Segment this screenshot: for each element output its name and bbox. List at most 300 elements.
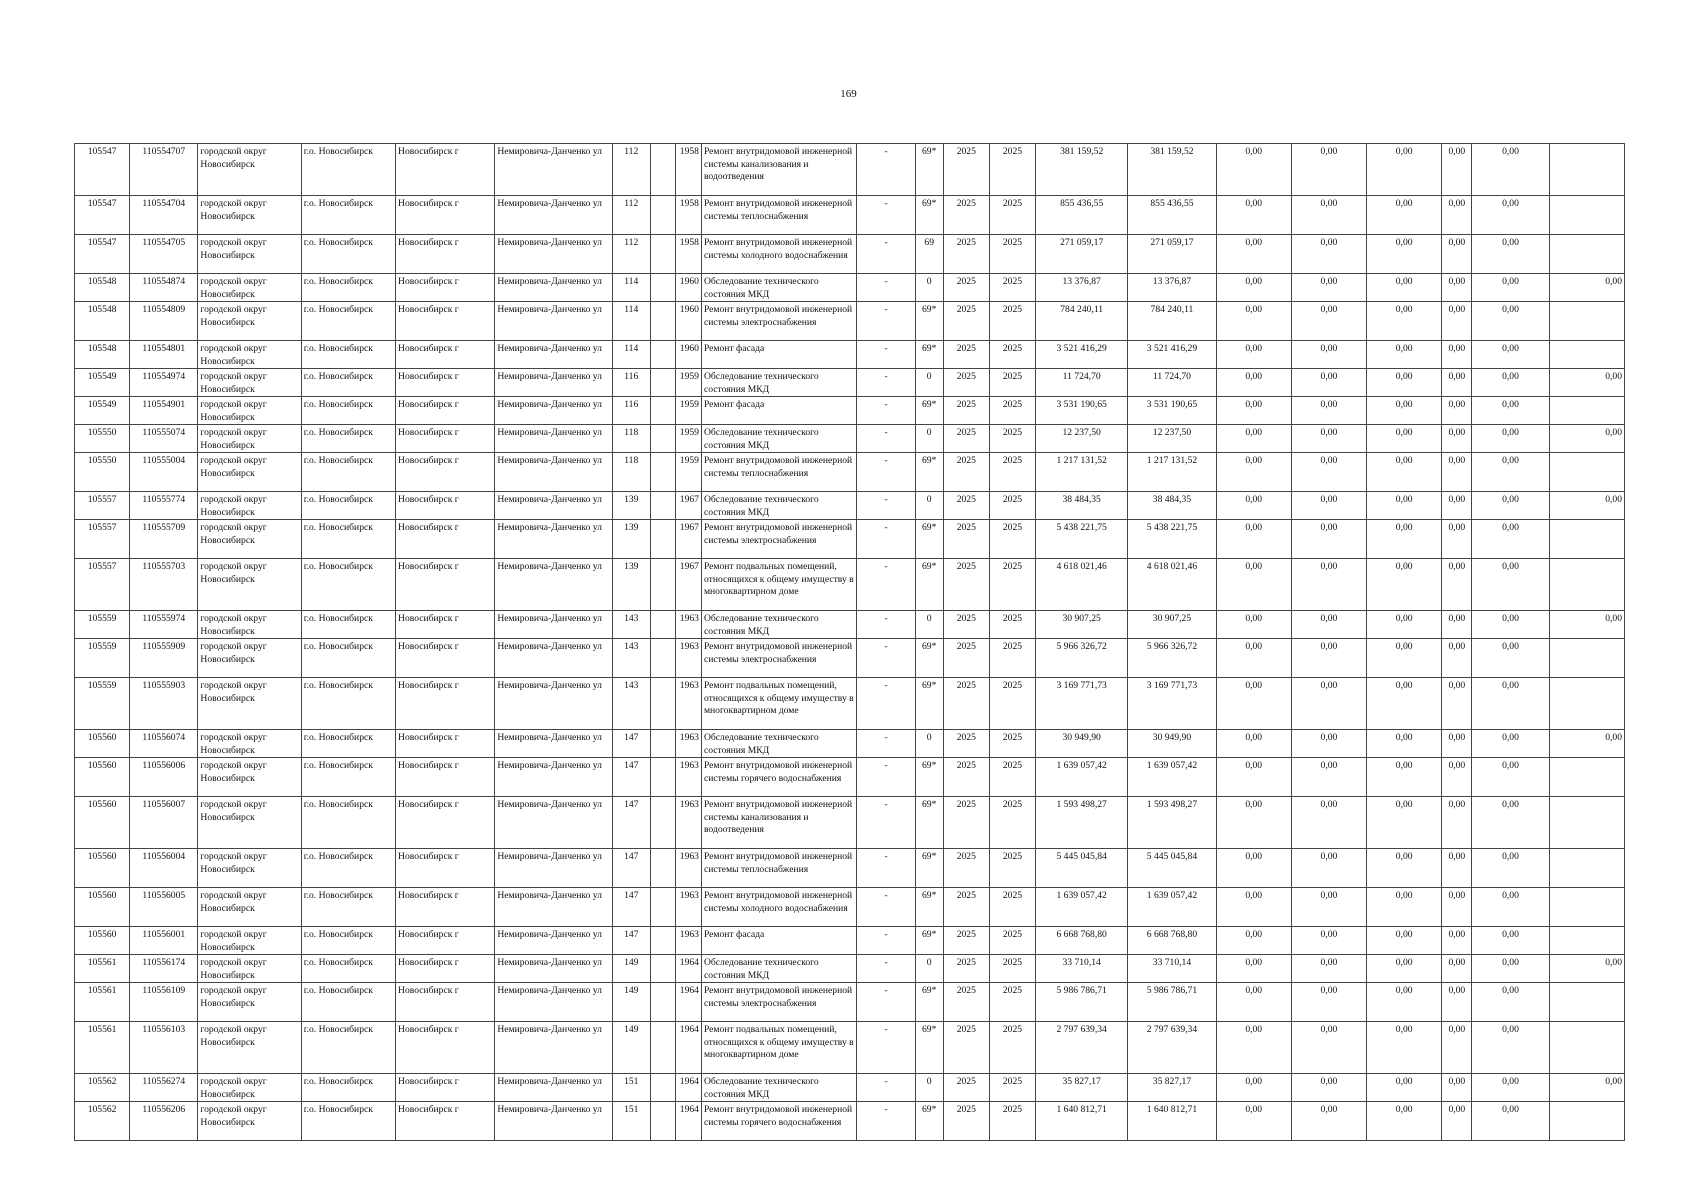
start-year-cell: 2025 (943, 453, 989, 492)
work-type-cell: Ремонт внутридомовой инженерной системы электроснабжения (701, 520, 857, 559)
end-year-cell: 2025 (989, 274, 1035, 302)
dash-cell: - (857, 678, 915, 730)
house-code-cell: 105557 (75, 559, 130, 611)
zero-value-cell-1: 0,00 (1216, 302, 1291, 341)
work-type-cell: Обследование технического состояния МКД (701, 730, 857, 758)
build-year-cell: 1964 (675, 955, 701, 983)
end-year-cell: 2025 (989, 1022, 1035, 1074)
total-cost-cell: 1 217 131,52 (1036, 453, 1128, 492)
zero-value-cell-3: 0,00 (1367, 888, 1442, 927)
dash-cell: - (857, 888, 915, 927)
wear-rate-cell: 69* (915, 888, 943, 927)
wear-rate-cell: 69* (915, 397, 943, 425)
zero-value-cell-4: 0,00 (1442, 1102, 1472, 1141)
zero-value-cell-5: 0,00 (1472, 888, 1549, 927)
zero-value-cell-4: 0,00 (1442, 235, 1472, 274)
zero-value-cell-3: 0,00 (1367, 1022, 1442, 1074)
fund-cost-cell: 271 059,17 (1128, 235, 1216, 274)
work-id-cell: 110555903 (130, 678, 198, 730)
wear-rate-cell: 0 (915, 611, 943, 639)
build-year-cell: 1959 (675, 397, 701, 425)
street-cell: Немировича-Данченко ул (495, 520, 612, 559)
zero-value-cell-2: 0,00 (1291, 678, 1366, 730)
zero-value-cell-6: 0,00 (1549, 369, 1624, 397)
fund-cost-cell: 2 797 639,34 (1128, 1022, 1216, 1074)
house-number-cell: 147 (612, 758, 650, 797)
zero-value-cell-1: 0,00 (1216, 888, 1291, 927)
zero-value-cell-3: 0,00 (1367, 302, 1442, 341)
start-year-cell: 2025 (943, 983, 989, 1022)
zero-value-cell-1: 0,00 (1216, 520, 1291, 559)
total-cost-cell: 1 593 498,27 (1036, 797, 1128, 849)
zero-value-cell-3: 0,00 (1367, 1074, 1442, 1102)
fund-cost-cell: 3 531 190,65 (1128, 397, 1216, 425)
street-cell: Немировича-Данченко ул (495, 274, 612, 302)
house-code-cell: 105547 (75, 144, 130, 196)
house-number-cell: 139 (612, 559, 650, 611)
total-cost-cell: 5 966 326,72 (1036, 639, 1128, 678)
zero-value-cell-6: 0,00 (1549, 1074, 1624, 1102)
city-cell: Новосибирск г (396, 397, 495, 425)
build-year-cell: 1963 (675, 888, 701, 927)
start-year-cell: 2025 (943, 144, 989, 196)
municipality-cell: городской округ Новосибирск (198, 611, 301, 639)
house-code-cell: 105559 (75, 611, 130, 639)
zero-value-cell-2: 0,00 (1291, 888, 1366, 927)
end-year-cell: 2025 (989, 639, 1035, 678)
total-cost-cell: 2 797 639,34 (1036, 1022, 1128, 1074)
wear-rate-cell: 69 (915, 235, 943, 274)
table-row (75, 678, 1625, 730)
total-cost-cell: 784 240,11 (1036, 302, 1128, 341)
fund-cost-cell: 30 949,90 (1128, 730, 1216, 758)
district-cell: г.о. Новосибирск (301, 888, 395, 927)
municipality-cell: городской округ Новосибирск (198, 341, 301, 369)
zero-value-cell-1: 0,00 (1216, 196, 1291, 235)
total-cost-cell: 3 521 416,29 (1036, 341, 1128, 369)
work-type-cell: Ремонт внутридомовой инженерной системы теплоснабжения (701, 196, 857, 235)
work-id-cell: 110554901 (130, 397, 198, 425)
build-year-cell: 1959 (675, 453, 701, 492)
zero-value-cell-6 (1549, 453, 1624, 492)
zero-value-cell-5: 0,00 (1472, 1022, 1549, 1074)
zero-value-cell-6 (1549, 888, 1624, 927)
zero-value-cell-2: 0,00 (1291, 492, 1366, 520)
street-cell: Немировича-Данченко ул (495, 302, 612, 341)
zero-value-cell-6 (1549, 520, 1624, 559)
municipality-cell: городской округ Новосибирск (198, 520, 301, 559)
street-cell: Немировича-Данченко ул (495, 341, 612, 369)
house-code-cell: 105561 (75, 983, 130, 1022)
district-cell: г.о. Новосибирск (301, 730, 395, 758)
city-cell: Новосибирск г (396, 235, 495, 274)
zero-value-cell-4: 0,00 (1442, 425, 1472, 453)
house-number-cell: 116 (612, 369, 650, 397)
start-year-cell: 2025 (943, 425, 989, 453)
letter-cell (650, 730, 675, 758)
house-code-cell: 105560 (75, 797, 130, 849)
table-row (75, 955, 1625, 983)
work-type-cell: Ремонт внутридомовой инженерной системы электроснабжения (701, 983, 857, 1022)
fund-cost-cell: 784 240,11 (1128, 302, 1216, 341)
city-cell: Новосибирск г (396, 639, 495, 678)
district-cell: г.о. Новосибирск (301, 678, 395, 730)
total-cost-cell: 38 484,35 (1036, 492, 1128, 520)
zero-value-cell-1: 0,00 (1216, 797, 1291, 849)
zero-value-cell-6: 0,00 (1549, 955, 1624, 983)
district-cell: г.о. Новосибирск (301, 274, 395, 302)
zero-value-cell-1: 0,00 (1216, 1102, 1291, 1141)
zero-value-cell-1: 0,00 (1216, 611, 1291, 639)
zero-value-cell-6 (1549, 1102, 1624, 1141)
zero-value-cell-4: 0,00 (1442, 983, 1472, 1022)
table-row (75, 235, 1625, 274)
letter-cell (650, 302, 675, 341)
work-type-cell: Обследование технического состояния МКД (701, 369, 857, 397)
city-cell: Новосибирск г (396, 927, 495, 955)
dash-cell: - (857, 341, 915, 369)
end-year-cell: 2025 (989, 397, 1035, 425)
end-year-cell: 2025 (989, 611, 1035, 639)
zero-value-cell-1: 0,00 (1216, 678, 1291, 730)
zero-value-cell-6 (1549, 983, 1624, 1022)
fund-cost-cell: 3 169 771,73 (1128, 678, 1216, 730)
end-year-cell: 2025 (989, 341, 1035, 369)
zero-value-cell-2: 0,00 (1291, 520, 1366, 559)
end-year-cell: 2025 (989, 453, 1035, 492)
build-year-cell: 1958 (675, 144, 701, 196)
zero-value-cell-4: 0,00 (1442, 302, 1472, 341)
letter-cell (650, 1074, 675, 1102)
wear-rate-cell: 69* (915, 678, 943, 730)
work-type-cell: Ремонт подвальных помещений, относящихся к общему имуществу в многоквартирном доме (701, 559, 857, 611)
table-row (75, 453, 1625, 492)
city-cell: Новосибирск г (396, 520, 495, 559)
end-year-cell: 2025 (989, 1074, 1035, 1102)
house-number-cell: 147 (612, 888, 650, 927)
dash-cell: - (857, 730, 915, 758)
zero-value-cell-6 (1549, 678, 1624, 730)
house-number-cell: 139 (612, 520, 650, 559)
house-code-cell: 105560 (75, 849, 130, 888)
city-cell: Новосибирск г (396, 274, 495, 302)
zero-value-cell-6 (1549, 397, 1624, 425)
house-number-cell: 112 (612, 235, 650, 274)
work-id-cell: 110555004 (130, 453, 198, 492)
zero-value-cell-5: 0,00 (1472, 927, 1549, 955)
fund-cost-cell: 1 639 057,42 (1128, 758, 1216, 797)
zero-value-cell-4: 0,00 (1442, 849, 1472, 888)
work-id-cell: 110556274 (130, 1074, 198, 1102)
street-cell: Немировича-Данченко ул (495, 369, 612, 397)
street-cell: Немировича-Данченко ул (495, 611, 612, 639)
table-row (75, 274, 1625, 302)
letter-cell (650, 955, 675, 983)
work-id-cell: 110555703 (130, 559, 198, 611)
page-number: 169 (840, 88, 857, 100)
zero-value-cell-3: 0,00 (1367, 196, 1442, 235)
zero-value-cell-4: 0,00 (1442, 888, 1472, 927)
build-year-cell: 1963 (675, 758, 701, 797)
district-cell: г.о. Новосибирск (301, 955, 395, 983)
zero-value-cell-5: 0,00 (1472, 678, 1549, 730)
start-year-cell: 2025 (943, 235, 989, 274)
zero-value-cell-5: 0,00 (1472, 955, 1549, 983)
street-cell: Немировича-Данченко ул (495, 144, 612, 196)
zero-value-cell-3: 0,00 (1367, 611, 1442, 639)
district-cell: г.о. Новосибирск (301, 758, 395, 797)
city-cell: Новосибирск г (396, 1022, 495, 1074)
letter-cell (650, 492, 675, 520)
district-cell: г.о. Новосибирск (301, 639, 395, 678)
zero-value-cell-4: 0,00 (1442, 1022, 1472, 1074)
fund-cost-cell: 12 237,50 (1128, 425, 1216, 453)
zero-value-cell-5: 0,00 (1472, 274, 1549, 302)
table-row (75, 341, 1625, 369)
house-number-cell: 147 (612, 730, 650, 758)
street-cell: Немировича-Данченко ул (495, 927, 612, 955)
work-id-cell: 110556001 (130, 927, 198, 955)
zero-value-cell-3: 0,00 (1367, 425, 1442, 453)
table-row (75, 849, 1625, 888)
house-code-cell: 105550 (75, 453, 130, 492)
wear-rate-cell: 69* (915, 302, 943, 341)
work-id-cell: 110554874 (130, 274, 198, 302)
work-type-cell: Ремонт фасада (701, 927, 857, 955)
district-cell: г.о. Новосибирск (301, 849, 395, 888)
fund-cost-cell: 6 668 768,80 (1128, 927, 1216, 955)
house-number-cell: 149 (612, 1022, 650, 1074)
dash-cell: - (857, 453, 915, 492)
zero-value-cell-1: 0,00 (1216, 453, 1291, 492)
zero-value-cell-5: 0,00 (1472, 492, 1549, 520)
street-cell: Немировича-Данченко ул (495, 397, 612, 425)
work-id-cell: 110555774 (130, 492, 198, 520)
start-year-cell: 2025 (943, 274, 989, 302)
table-row (75, 302, 1625, 341)
municipality-cell: городской округ Новосибирск (198, 797, 301, 849)
work-id-cell: 110556206 (130, 1102, 198, 1141)
work-id-cell: 110556174 (130, 955, 198, 983)
zero-value-cell-5: 0,00 (1472, 302, 1549, 341)
zero-value-cell-3: 0,00 (1367, 678, 1442, 730)
zero-value-cell-6 (1549, 849, 1624, 888)
build-year-cell: 1964 (675, 983, 701, 1022)
zero-value-cell-3: 0,00 (1367, 341, 1442, 369)
total-cost-cell: 855 436,55 (1036, 196, 1128, 235)
end-year-cell: 2025 (989, 492, 1035, 520)
start-year-cell: 2025 (943, 611, 989, 639)
work-type-cell: Обследование технического состояния МКД (701, 274, 857, 302)
zero-value-cell-5: 0,00 (1472, 235, 1549, 274)
fund-cost-cell: 33 710,14 (1128, 955, 1216, 983)
end-year-cell: 2025 (989, 955, 1035, 983)
end-year-cell: 2025 (989, 559, 1035, 611)
city-cell: Новосибирск г (396, 758, 495, 797)
dash-cell: - (857, 1022, 915, 1074)
house-code-cell: 105560 (75, 927, 130, 955)
city-cell: Новосибирск г (396, 196, 495, 235)
wear-rate-cell: 69* (915, 1022, 943, 1074)
start-year-cell: 2025 (943, 849, 989, 888)
dash-cell: - (857, 849, 915, 888)
dash-cell: - (857, 955, 915, 983)
zero-value-cell-3: 0,00 (1367, 639, 1442, 678)
zero-value-cell-6 (1549, 1022, 1624, 1074)
letter-cell (650, 758, 675, 797)
city-cell: Новосибирск г (396, 453, 495, 492)
total-cost-cell: 4 618 021,46 (1036, 559, 1128, 611)
zero-value-cell-5: 0,00 (1472, 144, 1549, 196)
wear-rate-cell: 0 (915, 369, 943, 397)
zero-value-cell-2: 0,00 (1291, 559, 1366, 611)
registry-table (74, 143, 1625, 1141)
zero-value-cell-4: 0,00 (1442, 144, 1472, 196)
total-cost-cell: 5 438 221,75 (1036, 520, 1128, 559)
district-cell: г.о. Новосибирск (301, 1102, 395, 1141)
start-year-cell: 2025 (943, 639, 989, 678)
municipality-cell: городской округ Новосибирск (198, 559, 301, 611)
start-year-cell: 2025 (943, 797, 989, 849)
house-code-cell: 105561 (75, 1022, 130, 1074)
wear-rate-cell: 69* (915, 341, 943, 369)
wear-rate-cell: 0 (915, 1074, 943, 1102)
total-cost-cell: 381 159,52 (1036, 144, 1128, 196)
zero-value-cell-1: 0,00 (1216, 730, 1291, 758)
fund-cost-cell: 1 640 812,71 (1128, 1102, 1216, 1141)
work-type-cell: Обследование технического состояния МКД (701, 492, 857, 520)
table-row (75, 369, 1625, 397)
letter-cell (650, 425, 675, 453)
house-code-cell: 105548 (75, 341, 130, 369)
zero-value-cell-4: 0,00 (1442, 797, 1472, 849)
zero-value-cell-1: 0,00 (1216, 1022, 1291, 1074)
house-code-cell: 105548 (75, 302, 130, 341)
zero-value-cell-1: 0,00 (1216, 983, 1291, 1022)
street-cell: Немировича-Данченко ул (495, 1022, 612, 1074)
total-cost-cell: 33 710,14 (1036, 955, 1128, 983)
zero-value-cell-4: 0,00 (1442, 369, 1472, 397)
wear-rate-cell: 69* (915, 797, 943, 849)
zero-value-cell-1: 0,00 (1216, 397, 1291, 425)
table-row (75, 983, 1625, 1022)
build-year-cell: 1967 (675, 492, 701, 520)
end-year-cell: 2025 (989, 983, 1035, 1022)
zero-value-cell-3: 0,00 (1367, 927, 1442, 955)
table-row (75, 639, 1625, 678)
zero-value-cell-2: 0,00 (1291, 1074, 1366, 1102)
zero-value-cell-6 (1549, 758, 1624, 797)
house-number-cell: 139 (612, 492, 650, 520)
house-code-cell: 105547 (75, 235, 130, 274)
start-year-cell: 2025 (943, 196, 989, 235)
municipality-cell: городской округ Новосибирск (198, 849, 301, 888)
street-cell: Немировича-Данченко ул (495, 797, 612, 849)
end-year-cell: 2025 (989, 302, 1035, 341)
letter-cell (650, 639, 675, 678)
street-cell: Немировича-Данченко ул (495, 983, 612, 1022)
zero-value-cell-1: 0,00 (1216, 144, 1291, 196)
zero-value-cell-5: 0,00 (1472, 453, 1549, 492)
wear-rate-cell: 69* (915, 983, 943, 1022)
zero-value-cell-2: 0,00 (1291, 425, 1366, 453)
build-year-cell: 1963 (675, 730, 701, 758)
work-type-cell: Ремонт подвальных помещений, относящихся к общему имуществу в многоквартирном доме (701, 1022, 857, 1074)
zero-value-cell-4: 0,00 (1442, 1074, 1472, 1102)
table-row (75, 559, 1625, 611)
zero-value-cell-3: 0,00 (1367, 730, 1442, 758)
table-row (75, 1022, 1625, 1074)
work-type-cell: Ремонт фасада (701, 397, 857, 425)
house-number-cell: 147 (612, 797, 650, 849)
build-year-cell: 1964 (675, 1102, 701, 1141)
wear-rate-cell: 0 (915, 730, 943, 758)
house-number-cell: 151 (612, 1074, 650, 1102)
district-cell: г.о. Новосибирск (301, 341, 395, 369)
end-year-cell: 2025 (989, 888, 1035, 927)
municipality-cell: городской округ Новосибирск (198, 235, 301, 274)
zero-value-cell-4: 0,00 (1442, 678, 1472, 730)
zero-value-cell-1: 0,00 (1216, 849, 1291, 888)
zero-value-cell-3: 0,00 (1367, 144, 1442, 196)
zero-value-cell-2: 0,00 (1291, 955, 1366, 983)
zero-value-cell-5: 0,00 (1472, 425, 1549, 453)
build-year-cell: 1963 (675, 927, 701, 955)
district-cell: г.о. Новосибирск (301, 927, 395, 955)
fund-cost-cell: 38 484,35 (1128, 492, 1216, 520)
wear-rate-cell: 0 (915, 492, 943, 520)
zero-value-cell-2: 0,00 (1291, 453, 1366, 492)
letter-cell (650, 559, 675, 611)
house-number-cell: 118 (612, 453, 650, 492)
city-cell: Новосибирск г (396, 730, 495, 758)
letter-cell (650, 274, 675, 302)
district-cell: г.о. Новосибирск (301, 369, 395, 397)
city-cell: Новосибирск г (396, 559, 495, 611)
zero-value-cell-3: 0,00 (1367, 274, 1442, 302)
wear-rate-cell: 69* (915, 520, 943, 559)
dash-cell: - (857, 196, 915, 235)
house-code-cell: 105557 (75, 492, 130, 520)
work-type-cell: Ремонт внутридомовой инженерной системы холодного водоснабжения (701, 235, 857, 274)
total-cost-cell: 271 059,17 (1036, 235, 1128, 274)
house-number-cell: 116 (612, 397, 650, 425)
dash-cell: - (857, 758, 915, 797)
zero-value-cell-2: 0,00 (1291, 1022, 1366, 1074)
zero-value-cell-5: 0,00 (1472, 369, 1549, 397)
zero-value-cell-6 (1549, 559, 1624, 611)
table-row (75, 425, 1625, 453)
fund-cost-cell: 3 521 416,29 (1128, 341, 1216, 369)
build-year-cell: 1964 (675, 1074, 701, 1102)
table-row (75, 888, 1625, 927)
house-code-cell: 105549 (75, 369, 130, 397)
municipality-cell: городской округ Новосибирск (198, 453, 301, 492)
house-number-cell: 149 (612, 955, 650, 983)
fund-cost-cell: 13 376,87 (1128, 274, 1216, 302)
work-id-cell: 110556109 (130, 983, 198, 1022)
zero-value-cell-2: 0,00 (1291, 639, 1366, 678)
zero-value-cell-1: 0,00 (1216, 341, 1291, 369)
street-cell: Немировича-Данченко ул (495, 1102, 612, 1141)
zero-value-cell-2: 0,00 (1291, 730, 1366, 758)
zero-value-cell-5: 0,00 (1472, 520, 1549, 559)
work-id-cell: 110556074 (130, 730, 198, 758)
zero-value-cell-1: 0,00 (1216, 758, 1291, 797)
municipality-cell: городской округ Новосибирск (198, 639, 301, 678)
dash-cell: - (857, 611, 915, 639)
zero-value-cell-5: 0,00 (1472, 1074, 1549, 1102)
